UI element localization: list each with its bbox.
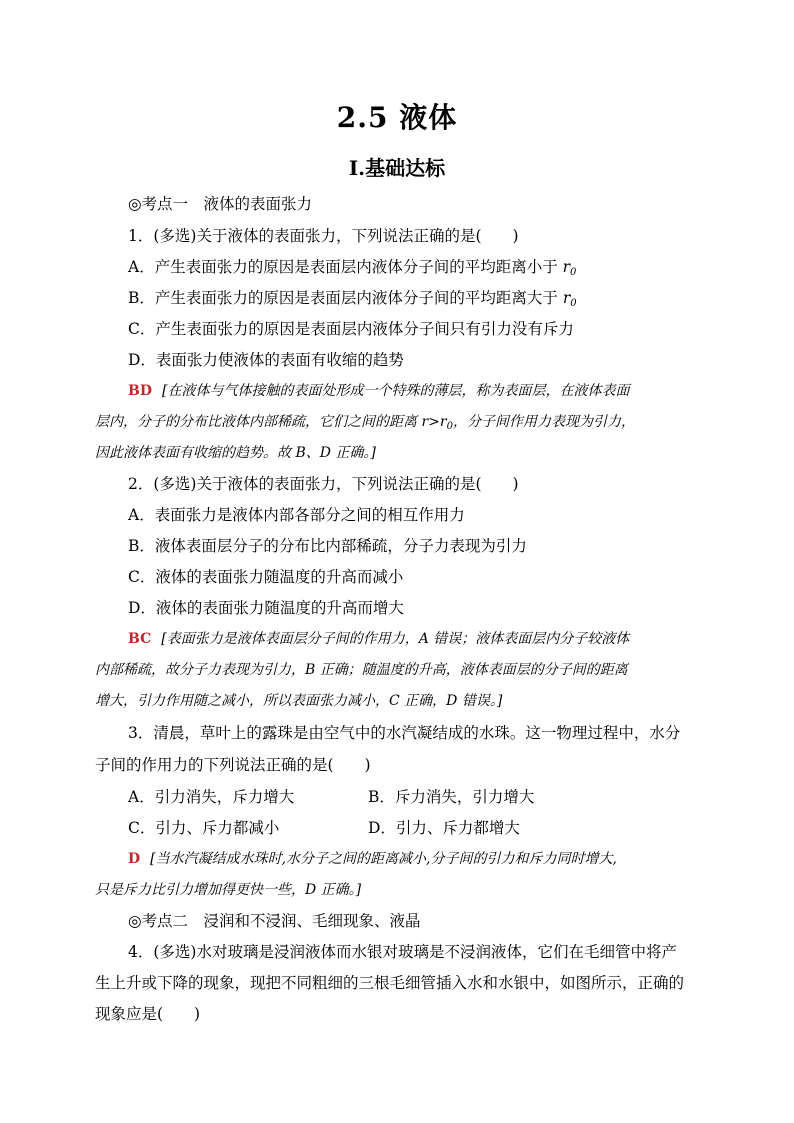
q3-answer: D bbox=[128, 851, 141, 867]
r-symbol: r bbox=[562, 289, 571, 307]
gt-symbol: > bbox=[428, 414, 440, 430]
q4-stem-line2: 生上升或下降的现象，现把不同粗细的三根毛细管插入水和水银中，如图所示，正确的 bbox=[95, 974, 685, 992]
q1-option-d: D．表面张力使液体的表面有收缩的趋势 bbox=[128, 351, 404, 369]
q3-option-d: D．引力、斥力都增大 bbox=[368, 819, 520, 837]
q3-option-a: A．引力消失，斥力增大 bbox=[128, 788, 295, 806]
q1-option-a-text: A．产生表面张力的原因是表面层内液体分子间的平均距离小于 bbox=[128, 258, 563, 276]
q1-exp-text2a: 层内，分子的分布比液体内部稀疏，它们之间的距离 bbox=[95, 414, 422, 430]
q2-explanation-line2: 内部稀疏，故分子力表现为引力，B 正确；随温度的升高，液体表面层的分子间的距离 bbox=[95, 662, 628, 678]
q2-explanation-line1 bbox=[128, 628, 629, 650]
q3-option-c: C．引力、斥力都减小 bbox=[128, 819, 280, 837]
r-subscript: 0 bbox=[446, 421, 453, 432]
q4-stem-line1: 4．(多选)水对玻璃是浸润液体而水银对玻璃是不浸润液体，它们在毛细管中将产 bbox=[128, 943, 677, 961]
q1-exp-text1: [在液体与气体接触的表面处形成一个特殊的薄层，称为表面层，在液体表面 bbox=[161, 383, 630, 399]
q1-option-a bbox=[128, 256, 576, 284]
q2-option-b: B．液体表面层分子的分布比内部稀疏，分子力表现为引力 bbox=[128, 537, 527, 555]
r-subscript: 0 bbox=[570, 267, 577, 278]
q2-exp-text1: [表面张力是液体表面层分子间的作用力，A 错误；液体表面层内分子较液体 bbox=[161, 631, 630, 647]
q1-explanation-line2 bbox=[95, 411, 635, 438]
q1-exp-text2b: ，分子间作用力表现为引力， bbox=[452, 414, 635, 430]
q1-explanation-line3: 因此液体表面有收缩的趋势。故 B、D 正确。] bbox=[95, 445, 376, 461]
q2-option-c: C．液体的表面张力随温度的升高而减小 bbox=[128, 568, 404, 586]
q1-option-b bbox=[128, 287, 577, 315]
r-symbol: r bbox=[421, 414, 429, 430]
q2-answer: BC bbox=[128, 631, 152, 647]
q4-stem-line3: 现象应是( ) bbox=[95, 1005, 201, 1023]
topic-heading-1: ◎考点一 液体的表面张力 bbox=[128, 195, 313, 213]
q3-option-b: B．斥力消失，引力增大 bbox=[368, 788, 535, 806]
section-heading: Ⅰ.基础达标 bbox=[348, 156, 446, 180]
q3-explanation-line2: 只是斥力比引力增加得更快一些，D 正确。] bbox=[95, 882, 362, 898]
q1-stem: 1．(多选)关于液体的表面张力，下列说法正确的是( ) bbox=[128, 227, 519, 245]
r-symbol: r bbox=[439, 414, 447, 430]
page-title: 2.5 液体 bbox=[336, 101, 458, 134]
q1-option-c: C．产生表面张力的原因是表面层内液体分子间只有引力没有斥力 bbox=[128, 320, 574, 338]
q2-explanation-line3: 增大，引力作用随之减小，所以表面张力减小，C 正确，D 错误。] bbox=[95, 693, 503, 709]
q3-stem-line1: 3．清晨，草叶上的露珠是由空气中的水汽凝结成的水珠。这一物理过程中，水分 bbox=[128, 724, 681, 742]
topic-heading-2: ◎考点二 浸润和不浸润、毛细现象、液晶 bbox=[128, 912, 421, 930]
r-subscript: 0 bbox=[570, 298, 577, 309]
q3-exp-text1: [当水汽凝结成水珠时,水分子之间的距离减小,分子间的引力和斥力同时增大, bbox=[150, 851, 617, 867]
q3-stem-line2: 子间的作用力的下列说法正确的是( ) bbox=[95, 756, 371, 774]
q1-option-b-text: B．产生表面张力的原因是表面层内液体分子间的平均距离大于 bbox=[128, 289, 563, 307]
r-symbol: r bbox=[562, 258, 571, 276]
q2-option-a: A．表面张力是液体内部各部分之间的相互作用力 bbox=[128, 506, 465, 524]
q1-answer: BD bbox=[128, 383, 152, 399]
q3-explanation-line1 bbox=[128, 848, 617, 870]
q2-option-d: D．液体的表面张力随温度的升高而增大 bbox=[128, 599, 404, 617]
q2-stem: 2．(多选)关于液体的表面张力，下列说法正确的是( ) bbox=[128, 475, 519, 493]
q1-explanation-line1 bbox=[128, 380, 629, 402]
